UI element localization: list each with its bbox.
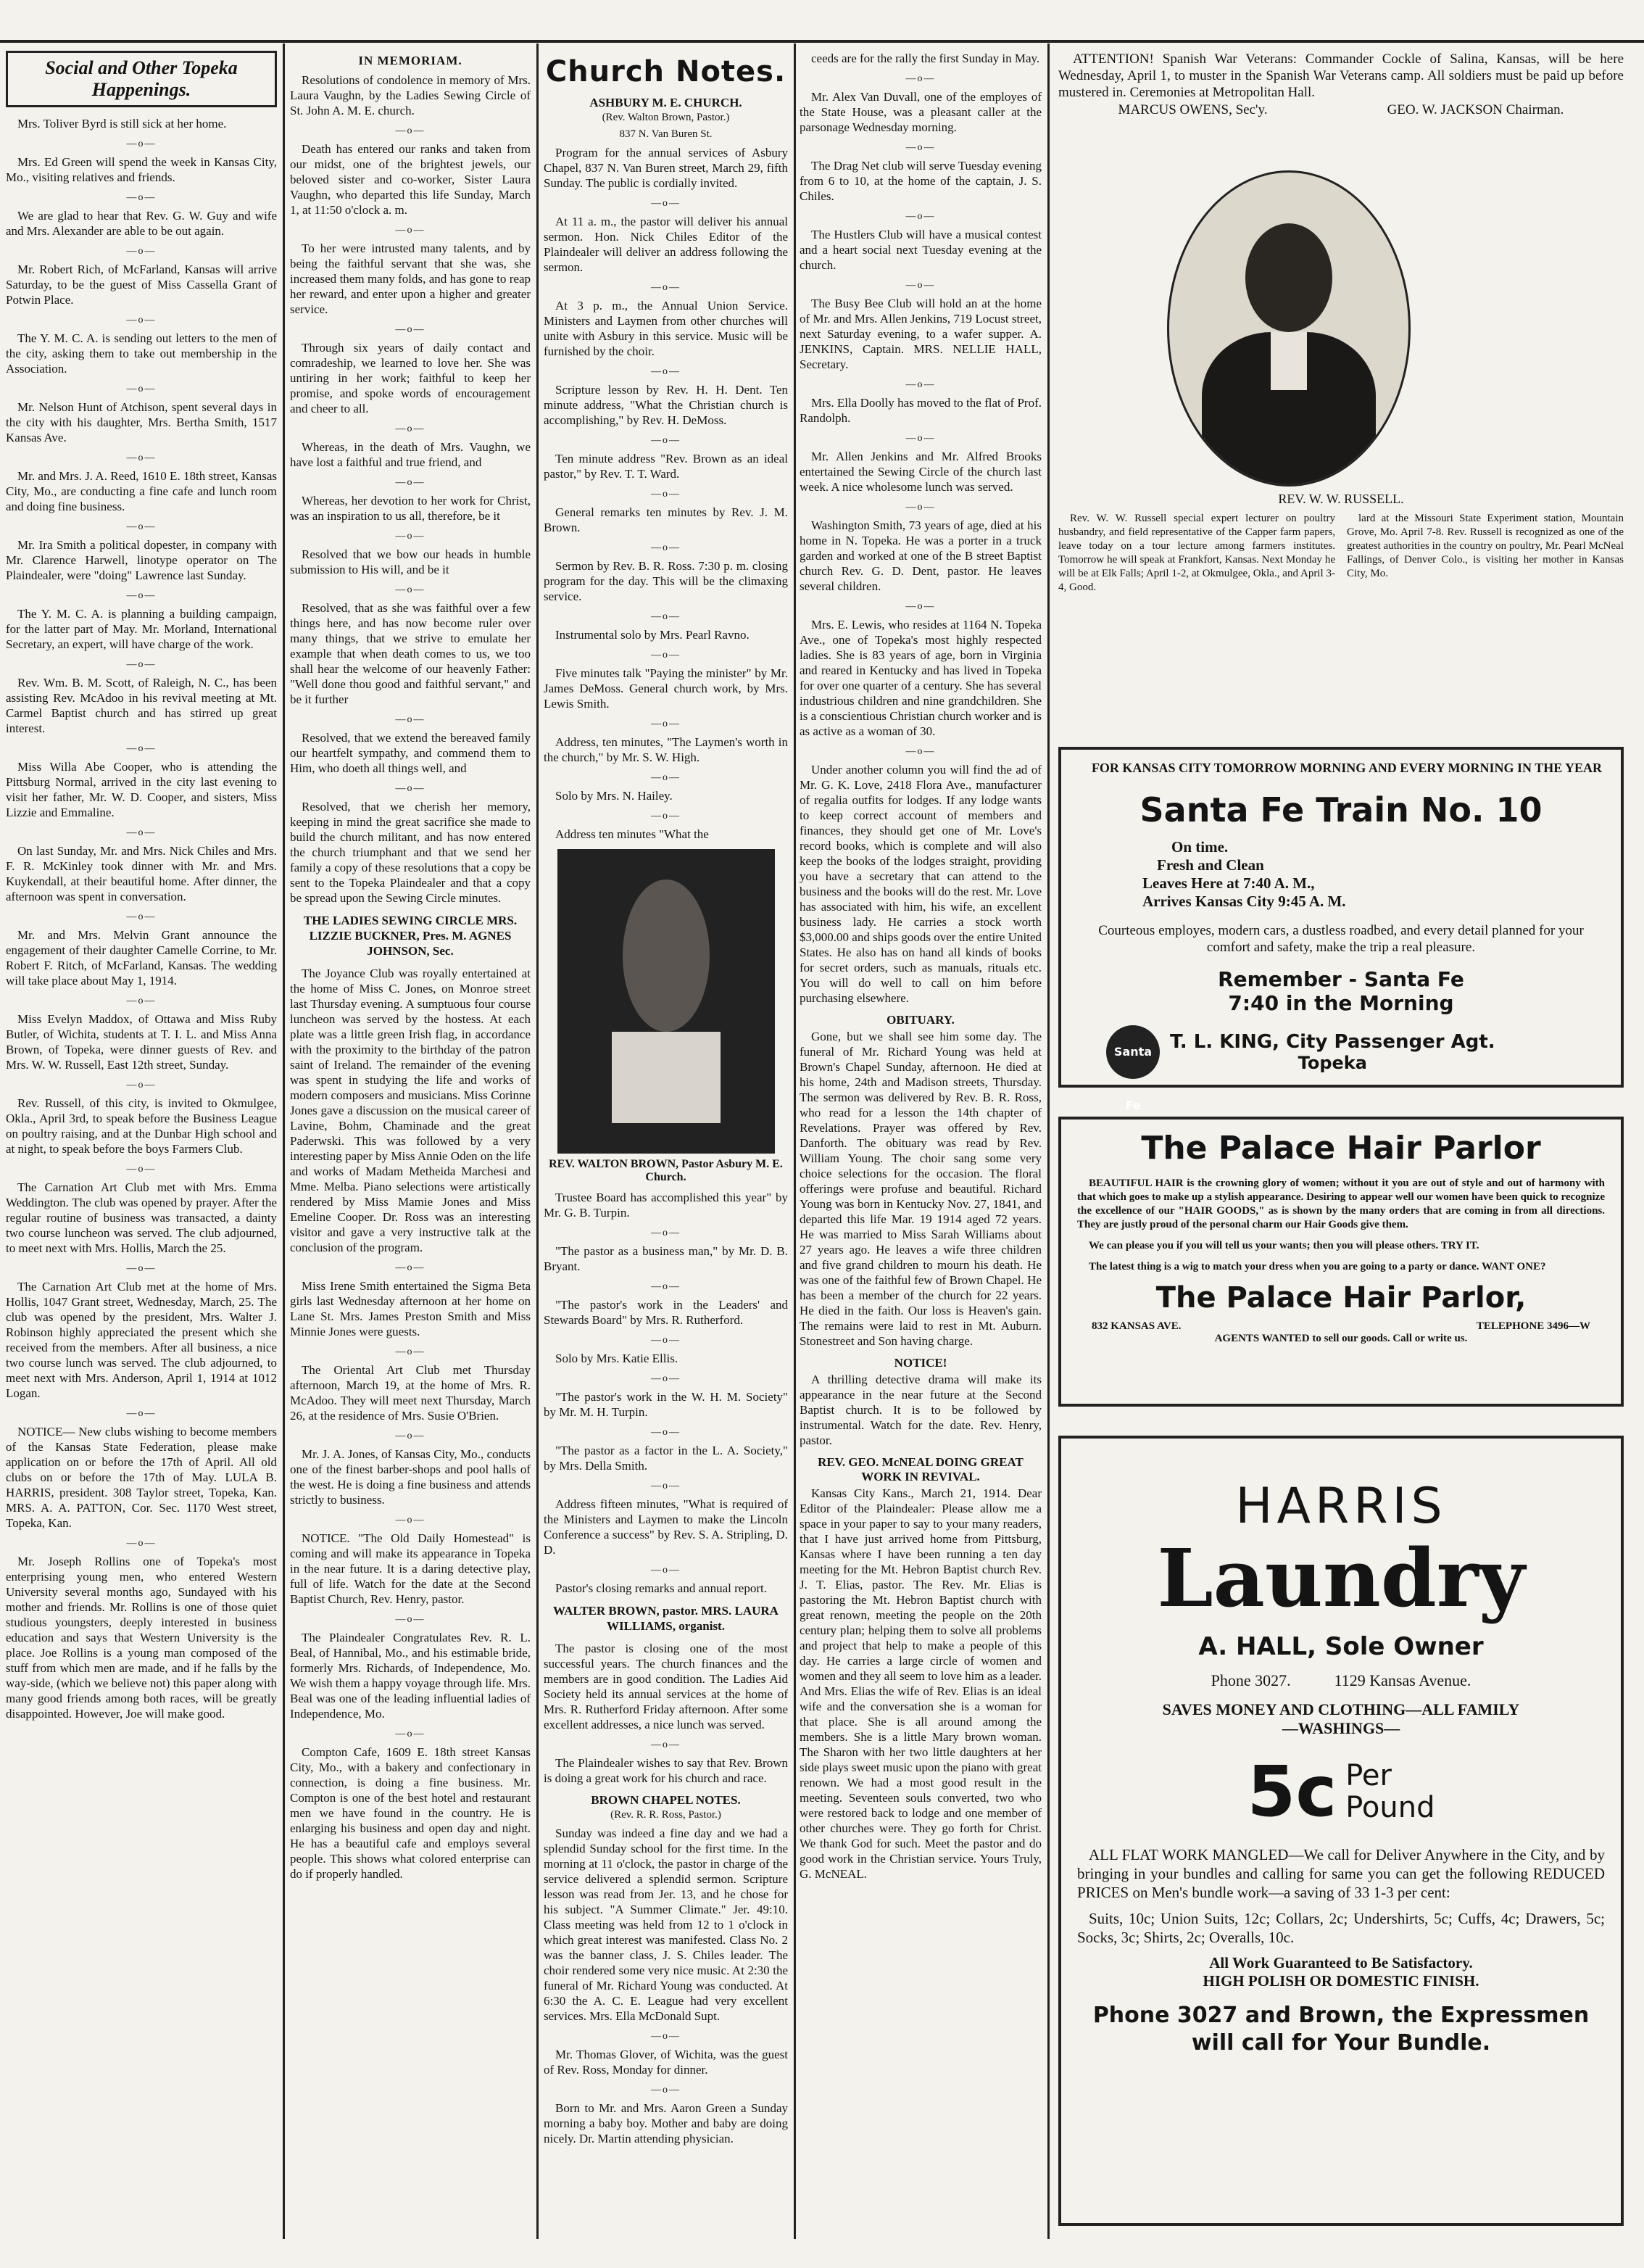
news-item: Five minutes talk "Paying the minister" by Mr. James DeMoss. General church work, by Mrs. Lewis Smith.	[544, 666, 788, 711]
palace-latest: The latest thing is a wig to match your dress when you are going to a party or dance. WANT ONE?	[1089, 1261, 1546, 1272]
santa-fe-schedule	[1077, 838, 1605, 911]
item-separator: —o—	[126, 996, 157, 1006]
news-item: Solo by Mrs. N. Hailey.	[555, 789, 673, 803]
santa-fe-logo: Santa Fe	[1106, 1025, 1160, 1079]
item-separator: —o—	[651, 489, 681, 500]
brown-chapel-heading: BROWN CHAPEL NOTES.	[591, 1793, 741, 1807]
harris-price: 5c	[1247, 1751, 1337, 1832]
santa-fe-agent-block	[1170, 1031, 1495, 1073]
item-separator: —o—	[651, 1427, 681, 1438]
item-separator: —o—	[651, 1373, 681, 1384]
item-separator: —o—	[395, 1346, 425, 1357]
item-separator: —o—	[126, 743, 157, 754]
news-item: Sunday was indeed a fine day and we had a splendid Sunday school for the first time. In the morning at 11 o'clock, the pastor in charge of the service delivered a splendid sermon. Scripture lesson was read from Jer. 13, and he chose for his subject. "A Summer Climate." Jer. 49:10. Class meeting was held from 12 to 1 o'clock in which great interest was manifested. Class No. 2 was the banner class, J. S. Chiles leader. The choir rendered some very nice music. At 2:30 the funeral of Mr. Richard Young was conducted. At 6:30 the A. C. E. League had very excellent services. Mrs. Ella McDonald Supt.	[544, 1826, 788, 2023]
news-item: On last Sunday, Mr. and Mrs. Nick Chiles and Mrs. F. R. McKinley took dinner with Mr. and Mrs. Kuykendall, at their beautiful home. After dinner, the afternoon was spent in conversation.	[6, 844, 277, 903]
news-item: "The pastor's work in the Leaders' and Stewards Board" by Mrs. R. Rutherford.	[544, 1298, 788, 1327]
news-item: Mr. Joseph Rollins one of Topeka's most enterprising young men, who entered Western University several months ago, Sundayed with his mother and friends. Mr. Rollins is one of those quiet studious youngsters, deeply interested in business education and says that Western University is the place. Joe Rollins is a young man composed of the stuff from which men are made, and if he falls by the way-side, (which we believe not) this paper along with many good friends among both races, will be greatly disappointed. However, Joe will make good.	[6, 1555, 277, 1721]
santa-fe-ad	[1058, 747, 1624, 1112]
church-continued-items	[800, 51, 1042, 1006]
item-separator: —o—	[395, 1515, 425, 1526]
news-item: Sermon by Rev. B. R. Ross. 7:30 p. m. closing program for the day. This will be the climaxing service.	[544, 559, 788, 603]
top-rule	[0, 40, 1644, 43]
item-separator: —o—	[126, 246, 157, 257]
harris-pound: Pound	[1345, 1791, 1435, 1824]
news-item: General remarks ten minutes by Rev. J. M. Brown.	[544, 505, 788, 534]
social-heading-box	[6, 51, 277, 107]
item-separator: —o—	[126, 1408, 157, 1419]
news-item: Miss Willa Abe Cooper, who is attending the Pittsburg Normal, arrived in the city last evening to visit her father, Mr. W. D. Cooper, and sisters, Miss Lizzie and Emmaline.	[6, 760, 277, 819]
brown-chapel-pastor: (Rev. R. R. Ross, Pastor.)	[610, 1809, 721, 1821]
santa-fe-ontime: On time.	[1171, 838, 1229, 856]
notice-heading: NOTICE!	[894, 1356, 947, 1370]
asbury-address: 837 N. Van Buren St.	[619, 128, 713, 140]
item-separator: —o—	[126, 827, 157, 838]
news-item: Resolved that we bow our heads in humble submission to His will, and be it	[290, 547, 531, 576]
news-item: Address fifteen minutes, "What is required of the Ministers and Laymen to make the Lincoln Conference a success" by Rev. S. A. Stripling, D. D.	[544, 1497, 788, 1557]
harris-guarantee: All Work Guaranteed to Be Satisfactory.	[1209, 1954, 1473, 1971]
harris-saves: SAVES MONEY AND CLOTHING—ALL FAMILY	[1162, 1700, 1520, 1718]
item-separator: —o—	[905, 142, 936, 153]
news-item: Mr. and Mrs. J. A. Reed, 1610 E. 18th street, Kansas City, Mo., are conducting a fine cafe and lunch room and doing fine business.	[6, 469, 277, 513]
item-separator: —o—	[395, 531, 425, 542]
news-item: The Hustlers Club will have a musical contest and a heart social next Tuesday evening at the church.	[800, 228, 1042, 272]
attention-chairman: GEO. W. JACKSON Chairman.	[1387, 102, 1564, 117]
news-item: Mrs. Ella Doolly has moved to the flat of Prof. Randolph.	[800, 396, 1042, 425]
item-separator: —o—	[651, 611, 681, 622]
attention-text: ATTENTION! Spanish War Veterans: Commander Cockle of Salina, Kansas, will be here Wednesday, April 1, to muster in the Spanish War Veterans camp. All soldiers must be paid up before mustered in. Ceremonies at Metropolitan Hall.	[1058, 51, 1624, 100]
item-separator: —o—	[905, 379, 936, 390]
item-separator: —o—	[126, 1164, 157, 1175]
news-item: The Busy Bee Club will hold an at the home of Mr. and Mrs. Allen Jenkins, 719 Locust street, next Saturday evening, to a wafer supper. A. JENKINS, Captain. MRS. NELLIE HALL, Secretary.	[800, 297, 1042, 371]
news-item: Mrs. E. Lewis, who resides at 1164 N. Topeka Ave., one of Topeka's most highly respected ladies. She is 83 years of age, born in Virginia and reared in Kentucky and has lived in Topeka for over one quarter of a century. She has several industrious children and nine grandchildren. She is a conscientious Christian church worker and is as active as a woman of 30.	[800, 618, 1042, 738]
item-separator: —o—	[651, 1335, 681, 1346]
santa-fe-remember: Remember - Santa Fe	[1218, 967, 1464, 991]
news-item: The Plaindealer wishes to say that Rev. Brown is doing a great work for his church and race.	[544, 1756, 788, 1785]
news-item: Resolved, that we cherish her memory, keeping in mind the great sacrifice she made to build the church militant, and has now entered the church triumphant and that we send her family a copy of these resolutions that a copy be sent to the Topeka Plaindealer and that a copy be spread upon the Sewing Circle minutes.	[290, 800, 531, 905]
item-separator: —o—	[905, 73, 936, 84]
brown-chapel-notes	[544, 1826, 788, 2146]
asbury-pastor: (Rev. Walton Brown, Pastor.)	[602, 112, 730, 123]
palace-contact	[1077, 1320, 1605, 1333]
asbury-notes	[544, 1641, 788, 1786]
harris-price-list: Suits, 10c; Union Suits, 12c; Collars, 2c; Undershirts, 5c; Cuffs, 4c; Drawers, 5c; Socks, 3c; Shirts, 2c; Overalls, 10c.	[1077, 1910, 1605, 1946]
memoriam-items	[290, 73, 531, 906]
item-separator: —o—	[905, 211, 936, 222]
item-separator: —o—	[905, 746, 936, 757]
column-church-continued	[800, 51, 1042, 2239]
news-item: Mr. Alex Van Duvall, one of the employes of the State House, was a pleasant caller at the parsonage Wednesday morning.	[800, 90, 1042, 134]
news-item: "The pastor as a factor in the L. A. Society," by Mrs. Della Smith.	[544, 1444, 788, 1473]
news-item: Resolved, that as she was faithful over a few things here, and has now become ruler over many things, that we strive to emulate her example that when death comes to us, we too shall hear the welcome of our heavenly Father: "Well done thou good and faithful servant," and be it further	[290, 601, 531, 706]
news-item: Instrumental solo by Mrs. Pearl Ravno.	[555, 628, 750, 642]
item-separator: —o—	[651, 282, 681, 293]
asbury-program-continued	[544, 1190, 788, 1596]
item-separator: —o—	[905, 433, 936, 444]
item-separator: —o—	[395, 1431, 425, 1441]
pastor-face	[623, 880, 710, 1032]
palace-address: 832 KANSAS AVE.	[1092, 1320, 1182, 1332]
item-separator: —o—	[126, 1080, 157, 1090]
revival-heading: REV. GEO. McNEAL DOING GREAT WORK IN REVIVAL.	[818, 1455, 1024, 1483]
attention-signatures	[1058, 102, 1624, 118]
russell-text	[1058, 512, 1624, 602]
news-item: Program for the annual services of Asbury Chapel, 837 N. Van Buren street, March 29, fifth Sunday. The public is cordially invited.	[544, 146, 788, 190]
item-separator: —o—	[395, 1729, 425, 1739]
news-item: The Carnation Art Club met with Mrs. Emma Weddington. The club was opened by prayer. After the regular routine of business was transacted, a dainty two course luncheon was served. The club adjourned, to meet next with Mrs. Hollis, March the 25.	[6, 1180, 277, 1255]
news-item: Death has entered our ranks and taken from our midst, one of the brightest jewels, our beloved sister and co-worker, Sister Laura Vaughn, who departed this life Sunday, March 1, at 11:50 o'clock a. m.	[290, 142, 531, 217]
santa-fe-title: Santa Fe Train No. 10	[1139, 790, 1543, 829]
news-item: At 3 p. m., the Annual Union Service. Ministers and Laymen from other churches will unite with Asbury in this service. Music will be furnished by the choir.	[544, 299, 788, 358]
item-separator: —o—	[651, 366, 681, 377]
palace-tell: We can please you if you will tell us your wants; then you will please others. TRY IT.	[1089, 1240, 1479, 1251]
obituary-text: Gone, but we shall see him some day. The funeral of Mr. Richard Young was held at Brown's Chapel Sunday, afternoon. He died at his home, 24th and Madison streets, Thursday. The sermon was delivered by Rev. B. R. Ross, who read for a lesson the 14th chapter of Revelations. Prayer was offered by Rev. Danforth. The obituary was read by Rev. William Young. The choir sang some very choice selections for the occasion. The floral offerings were profuse and beautiful. Richard Young was born in Kentucky Nov. 27, 1841, and departed this life Mar. 19 1914 aged 72 years. He was married to Miss Sarah Williams about 27 years ago. He leaves a wife three children and five grand children to mourn his death. He was one of the faithful few of Brown Chapel. He has been a member of the church for 22 years. He died in the faith. Our loss is Heaven's gain. The remains were laid to rest in Mt. Auburn. Stonestreet and Son having charge.	[800, 1030, 1042, 1348]
column-rule	[1047, 44, 1050, 2239]
harris-title: HARRIS	[1235, 1478, 1447, 1535]
sewing-circle-signature: THE LADIES SEWING CIRCLE MRS. LIZZIE BUCKNER, Pres. M. AGNES JOHNSON, Sec.	[303, 914, 518, 958]
item-separator: —o—	[395, 477, 425, 488]
news-item: Address, ten minutes, "The Laymen's worth in the church," by Mr. S. W. High.	[544, 735, 788, 764]
news-item: Miss Evelyn Maddox, of Ottawa and Miss Ruby Butler, of Wichita, students at T. I. L. and Miss Anna Brown, of Topeka, were dinner guests of Rev. and Mrs. W. W. Russell, East 12th street, Sunday.	[6, 1012, 277, 1072]
item-separator: —o—	[126, 315, 157, 326]
item-separator: —o—	[126, 1538, 157, 1549]
news-item: Resolved, that we extend the bereaved family our heartfelt sympathy, and commend them to Him, who doeth all things well, and	[290, 731, 531, 775]
news-item: Whereas, in the death of Mrs. Vaughn, we have lost a faithful and true friend, and	[290, 440, 531, 469]
news-item: Mr. Thomas Glover, of Wichita, was the guest of Rev. Ross, Monday for dinner.	[544, 2048, 788, 2077]
item-separator: —o—	[126, 911, 157, 922]
obituary-heading: OBITUARY.	[887, 1013, 955, 1027]
item-separator: —o—	[395, 714, 425, 725]
item-separator: —o—	[395, 125, 425, 136]
news-item: To her were intrusted many talents, and by being the faithful servant that she was, she increased them many folds, and has gone to reap her reward, and enter upon a higher and greater service.	[290, 241, 531, 316]
news-item: NOTICE— New clubs wishing to become members of the Kansas State Federation, please make application on or before the 17th of April. All old clubs on or before the 17th of May. LULA B. HARRIS, president. 308 Taylor street, Topeka, Kan. MRS. A. A. PATTON, Cor. Sec. 1170 West street, Topeka, Kan.	[6, 1425, 277, 1530]
news-item: Address ten minutes "What the	[555, 827, 709, 841]
item-separator: —o—	[126, 192, 157, 203]
news-item: Mrs. Toliver Byrd is still sick at her home.	[17, 117, 227, 131]
item-separator: —o—	[651, 1281, 681, 1292]
news-item: Born to Mr. and Mrs. Aaron Green a Sunday morning a baby boy. Mother and baby are doing nicely. Dr. Martin attending physician.	[544, 2101, 788, 2145]
santa-fe-top: FOR KANSAS CITY TOMORROW MORNING AND EVERY MORNING IN THE YEAR	[1091, 761, 1603, 775]
news-item: Mr. Robert Rich, of McFarland, Kansas will arrive Saturday, to be the guest of Miss Cassella Grant of Potwin Place.	[6, 262, 277, 307]
harris-contact	[1077, 1671, 1605, 1690]
news-item: Trustee Board has accomplished this year" by Mr. G. B. Turpin.	[544, 1191, 788, 1220]
asbury-program	[544, 145, 788, 842]
harris-per-pound	[1345, 1760, 1435, 1824]
item-separator: —o—	[905, 502, 936, 513]
item-separator: —o—	[395, 1614, 425, 1625]
church-notes-heading: Church Notes.	[545, 55, 786, 88]
harris-address: 1129 Kansas Avenue.	[1334, 1671, 1471, 1689]
item-separator: —o—	[126, 138, 157, 149]
item-separator: —o—	[651, 1739, 681, 1750]
news-item: Under another column you will find the ad of Mr. G. K. Love, 2418 Flora Ave., manufacturer of regalia outfits for lodges. If any lodge wants to keep correct account of members and finances, they should get one of Mr. Love's record books, which is complete and will also keep the books of the lodges straight, providing you have a secretary that can attend to the business and the books will do the rest. Mr. Love has associated with him, his wife, an excellent business lady. He carries a stock worth $3,000.00 and ships goods over the entire United States. He also has on hand all kinds of books for secret orders, such as manuals, rituals etc. You will do well to call on him before purchasing elsewhere.	[800, 763, 1042, 1005]
santa-fe-fresh: Fresh and Clean	[1157, 856, 1264, 874]
pastor-photo-caption: REV. WALTON BROWN, Pastor Asbury M. E. Church.	[549, 1158, 783, 1183]
item-separator: —o—	[651, 719, 681, 729]
item-separator: —o—	[905, 601, 936, 612]
asbury-heading: ASHBURY M. E. CHURCH.	[589, 96, 742, 109]
item-separator: —o—	[651, 650, 681, 661]
palace-body: BEAUTIFUL HAIR is the crowning glory of women; without it you are out of style and out of harmony with that which goes to make up a stylish appearance. Desiring to appear well our women have been quick to recognize the excellence of our "HAIR GOODS," as is shown by the many orders that are coming in from all directions. They are justly proud of the personal charm our Hair Goods give them.	[1077, 1178, 1605, 1230]
news-item: The pastor is closing one of the most successful years. The church finances and the members are in good condition. The Ladies Aid Society held its annual services at the home of Mrs. R. Rutherford Friday afternoon. After some excellent addresses, a nice lunch was served.	[544, 1642, 788, 1731]
news-item: The Y. M. C. A. is planning a building campaign, for the latter part of May. Mr. Morland, International Secretary, an expert, will have charge of the work.	[6, 607, 277, 651]
harris-finish: HIGH POLISH OR DOMESTIC FINISH.	[1203, 1972, 1479, 1990]
russell-text-left: Rev. W. W. Russell special expert lecturer on poultry husbandry, and field representative of the Capper farm papers, leave today on a tour lecture among farmers institutes. Tomorrow he will speak at Frankfort, Kansas. Next Monday he will be at Elk Falls; April 1-2, at Okmulgee, Okla., and April 3-4, Good.	[1058, 513, 1335, 593]
news-item: ceeds are for the rally the first Sunday in May.	[811, 51, 1040, 65]
santa-fe-city: Topeka	[1298, 1053, 1367, 1073]
pastor-photo	[557, 849, 775, 1154]
news-item: The Carnation Art Club met at the home of Mrs. Hollis, 1047 Grant street, Wednesday, March, 25. The club was opened by the president, Mrs. Walter J. Robinson highly appreciated the present which she received from the members. After all business, a nice two course lunch was served. The club adjourned, to meet next with Mrs. Anderson, April 1, 1914 at 1012 Logan.	[6, 1280, 277, 1400]
santa-fe-agent: T. L. KING, City Passenger Agt.	[1170, 1031, 1495, 1053]
item-separator: —o—	[395, 1262, 425, 1273]
news-item: "The pastor as a business man," by Mr. D. B. Bryant.	[544, 1244, 788, 1273]
palace-hair-ad	[1058, 1117, 1624, 1407]
news-item: Mr. Nelson Hunt of Atchison, spent several days in the city with his daughter, Mrs. Bertha Smith, 1517 Kansas Ave.	[6, 400, 277, 444]
laundry-title: Laundry	[1157, 1531, 1525, 1625]
news-item: Mr. Allen Jenkins and Mr. Alfred Brooks entertained the Sewing Circle of the church last week. A nice wholesome lunch was served.	[800, 450, 1042, 494]
item-separator: —o—	[651, 1228, 681, 1238]
news-item: Through six years of daily contact and comradeship, we learned to love her. She was untiring in her work; faithful to keep her promise, and spoke words of encouragement and cheer to all.	[290, 341, 531, 415]
palace-phone: TELEPHONE 3496—W	[1476, 1320, 1590, 1332]
asbury-signature: WALTER BROWN, pastor. MRS. LAURA WILLIAMS, organist.	[553, 1604, 779, 1633]
news-item: Solo by Mrs. Katie Ellis.	[555, 1352, 678, 1365]
news-item: Rev. Wm. B. M. Scott, of Raleigh, N. C., has been assisting Rev. McAdoo in his revival meeting at Mt. Carmel Baptist church and has stirred up great interest.	[6, 676, 277, 735]
pastor-shirt	[612, 1032, 721, 1123]
item-separator: —o—	[126, 521, 157, 532]
news-item: Mr. Ira Smith a political dopester, in company with Mr. Clarence Harwell, linotype operator on The Plaindealer, were "doing" Lawrence last Sunday.	[6, 538, 277, 582]
item-separator: —o—	[651, 2085, 681, 2095]
item-separator: —o—	[651, 435, 681, 446]
palace-title: The Palace Hair Parlor	[1141, 1130, 1541, 1167]
news-item: The Oriental Art Club met Thursday afternoon, March 19, at the home of Mrs. R. McAdoo. They will meet next Thursday, March 26, at the residence of Mrs. Susie O'Brien.	[290, 1363, 531, 1423]
item-separator: —o—	[126, 659, 157, 670]
news-item: Ten minute address "Rev. Brown as an ideal pastor," by Rev. T. T. Ward.	[544, 452, 788, 481]
news-item: Rev. Russell, of this city, is invited to Okmulgee, Okla., April 3rd, to speak before the Business League on poultry raising, and at the Dunbar High school and at night, to speak before the boys Farmers Club.	[6, 1096, 277, 1156]
attention-notice	[1058, 51, 1624, 118]
item-separator: —o—	[395, 324, 425, 335]
column-social	[6, 51, 277, 2239]
news-item: Pastor's closing remarks and annual report.	[555, 1581, 767, 1595]
column-church-notes	[544, 51, 788, 2239]
notice-text: A thrilling detective drama will make its appearance in the near future at the Second Baptist church. It is to be followed by instrumental. Watch for the date. Rev. Henry, pastor.	[800, 1373, 1042, 1447]
attention-secretary: MARCUS OWENS, Sec'y.	[1118, 102, 1268, 117]
harris-laundry-ad	[1058, 1436, 1624, 2226]
russell-portrait	[1167, 170, 1411, 487]
russell-text-right: lard at the Missouri State Experiment station, Mountain Grove, Mo. April 7-8. Rev. Russell is recognized as one of the greatest authorities in the country on poultry, Mr. Pearl McNeal Fallings, of Denver Colo., is visiting her mother in Kansas City, Mo.	[1347, 513, 1624, 579]
santa-fe-time: 7:40 in the Morning	[1228, 991, 1454, 1015]
harris-flat-work: ALL FLAT WORK MANGLED—We call for Deliver Anywhere in the City, and by bringing in your bundles and calling for same you can get the following REDUCED PRICES on Men's bundle work—a saving of 33 1-3 per cent:	[1077, 1846, 1605, 1901]
item-separator: —o—	[651, 198, 681, 209]
news-item: Miss Irene Smith entertained the Sigma Beta girls last Wednesday afternoon at her home on Lane St. Mrs. James Preston Smith and Miss Minnie Jones were guests.	[290, 1279, 531, 1338]
news-item: The Joyance Club was royally entertained at the home of Miss C. Jones, on Monroe street last Thursday evening. A sumptuous four course luncheon was served by the hostess. At each plate was a little green Irish flag, in accordance with the proximity to the birthday of the patron saint of Ireland. The remainder of the evening was spent in studying the life and works of modern composers and musicians. Miss Corinne Jones gave a discussion on the musical career of Lavine, Bohm, Chaminade and the great Paderwski. This was followed by a very interesting paper by Miss Annie Oden on the life and works of Madam Metheida Marchesi and Mme. Melba. Piano selections were artistically rendered by Miss Mamie Jones and Miss Emeline Cooper. Dr. Ross was an interesting visitor and gave a very instructive talk at the conclusion of the program.	[290, 967, 531, 1254]
memoriam-heading: IN MEMORIAM.	[358, 54, 462, 67]
item-separator: —o—	[126, 590, 157, 601]
news-item: The Y. M. C. A. is sending out letters to the men of the city, asking them to take out membership in the Association.	[6, 331, 277, 376]
news-item: Whereas, her devotion to her work for Christ, was an inspiration to us all, therefore, be it	[290, 494, 531, 523]
item-separator: —o—	[126, 452, 157, 463]
harris-price-row	[1077, 1751, 1605, 1832]
column-rule	[283, 44, 285, 2239]
item-separator: —o—	[905, 280, 936, 291]
item-separator: —o—	[395, 584, 425, 595]
harris-owner: A. HALL, Sole Owner	[1198, 1632, 1484, 1661]
news-item: The Plaindealer Congratulates Rev. R. L. Beal, of Hannibal, Mo., and his estimable bride, formerly Mrs. Richards, of Independence, Mo. We wish them a happy voyage through life. Mrs. Beal was one of the leading influential ladies of Independence, Mo.	[290, 1631, 531, 1721]
news-item: We are glad to hear that Rev. G. W. Guy and wife and Mrs. Alexander are able to be out again.	[6, 209, 277, 238]
portrait-collar	[1271, 332, 1307, 390]
item-separator: —o—	[651, 542, 681, 553]
item-separator: —o—	[651, 811, 681, 821]
column-rule	[794, 44, 796, 2239]
news-item: Resolutions of condolence in memory of Mrs. Laura Vaughn, by the Ladies Sewing Circle of St. John A. M. E. church.	[290, 73, 531, 117]
santa-fe-agent-row	[1077, 1025, 1605, 1112]
news-item: At 11 a. m., the pastor will deliver his annual sermon. Hon. Nick Chiles Editor of the Plaindealer will deliver an address following the sermon.	[544, 215, 788, 274]
item-separator: —o—	[651, 772, 681, 783]
news-item: Mrs. Ed Green will spend the week in Kansas City, Mo., visiting relatives and friends.	[6, 155, 277, 184]
news-item: The Drag Net club will serve Tuesday evening from 6 to 10, at the home of the captain, J. S. Chiles.	[800, 159, 1042, 203]
news-item: Mr. J. A. Jones, of Kansas City, Mo., conducts one of the finest barber-shops and pool halls of the west. He is doing a fine business and attends strictly to business.	[290, 1447, 531, 1507]
column-rule	[536, 44, 539, 2239]
column2-items	[290, 966, 531, 1882]
item-separator: —o—	[651, 1481, 681, 1491]
revival-letter: Kansas City Kans., March 21, 1914. Dear Editor of the Plaindealer: Please allow me a space in your paper to say to your many readers, that I have just arrived home from Pittsburg, Kansas where I have been running a ten day meeting for the Mt. Hebron Baptist church Rev. J. T. Elias, pastor. The Rev. Mr. Elias is pastoring the Mt. Hebron Baptist church with great renown, meeting the people on the 20th century plan; helping them to solve all problems and project that help to make a people of this day. He carries a large circle of women and women and they all seem to love him as a leader. And Mrs. Elias the wife of Rev. Elias is an ideal wife and the conversation she is a woman for that place. She is all around among the members. She is a little Mary brown woman. The Sharon with her two little daughters at her side plays sweet music upon the piano with great renown. We had a most good result in the meeting. Seventeen souls converted, two who were restored back to lodge and one member of other churches were. They go forth for Christ. We thank God for such. Meet the pastor and do good work in the Christian service. Yours Truly, G. McNEAL.	[800, 1486, 1042, 1881]
column-memoriam	[290, 51, 531, 2239]
item-separator: —o—	[651, 1565, 681, 1576]
harris-per: Per	[1345, 1759, 1392, 1792]
news-item: Washington Smith, 73 years of age, died at his home in N. Topeka. He was a porter in a truck garden and worked at one of the B street Baptist church Rev. G. D. Dent, pastor. He leaves several children.	[800, 518, 1042, 593]
news-item: Mr. and Mrs. Melvin Grant announce the engagement of their daughter Camelle Corrine, to Mr. Robert F. Ritch, of McFarland, Kansas. The wedding will take place about May 1, 1914.	[6, 928, 277, 988]
item-separator: —o—	[651, 2031, 681, 2042]
item-separator: —o—	[126, 384, 157, 394]
santa-fe-leaves: Leaves Here at 7:40 A. M.,	[1142, 874, 1315, 892]
social-items	[6, 116, 277, 1721]
santa-fe-arrives: Arrives Kansas City 9:45 A. M.	[1142, 893, 1346, 910]
news-item: "The pastor's work in the W. H. M. Society" by Mr. M. H. Turpin.	[544, 1390, 788, 1419]
news-item: Scripture lesson by Rev. H. H. Dent. Ten minute address, "What the Christian church is accomplishing," by Rev. H. DeMoss.	[544, 383, 788, 427]
item-separator: —o—	[395, 423, 425, 434]
social-heading: Social and Other Topeka Happenings.	[45, 57, 238, 100]
palace-agents: AGENTS WANTED to sell our goods. Call or write us.	[1214, 1333, 1468, 1344]
harris-call: Phone 3027 and Brown, the Expressmen will call for Your Bundle.	[1092, 2003, 1590, 2056]
harris-phone: Phone 3027.	[1211, 1671, 1291, 1689]
item-separator: —o—	[395, 783, 425, 794]
portrait-head	[1245, 223, 1332, 332]
item-separator: —o—	[126, 1263, 157, 1274]
russell-caption: REV. W. W. RUSSELL.	[1278, 492, 1404, 506]
item-separator: —o—	[395, 225, 425, 236]
news-item: Compton Cafe, 1609 E. 18th street Kansas City, Mo., with a bakery and confectionary in connection, is doing a fine business. Mr. Compton is one of the best hotel and restaurant men we have found in the country. He is enlarging his business and open day and night. He has a beautiful cafe and employs several people. This shows what colored enterprise can do if properly handled.	[290, 1745, 531, 1881]
news-item: NOTICE. "The Old Daily Homestead" is coming and will make its appearance in Topeka in the near future. It is a daring detective play, full of life. Watch for the date at the Second Baptist Church, Rev. Henry, pastor.	[290, 1531, 531, 1606]
palace-title-2: The Palace Hair Parlor,	[1155, 1281, 1527, 1315]
harris-washings: —WASHINGS—	[1282, 1719, 1400, 1737]
santa-fe-courteous: Courteous employes, modern cars, a dustless roadbed, and every detail planned for your comfort and safety, make the trip a real pleasure.	[1098, 923, 1584, 955]
